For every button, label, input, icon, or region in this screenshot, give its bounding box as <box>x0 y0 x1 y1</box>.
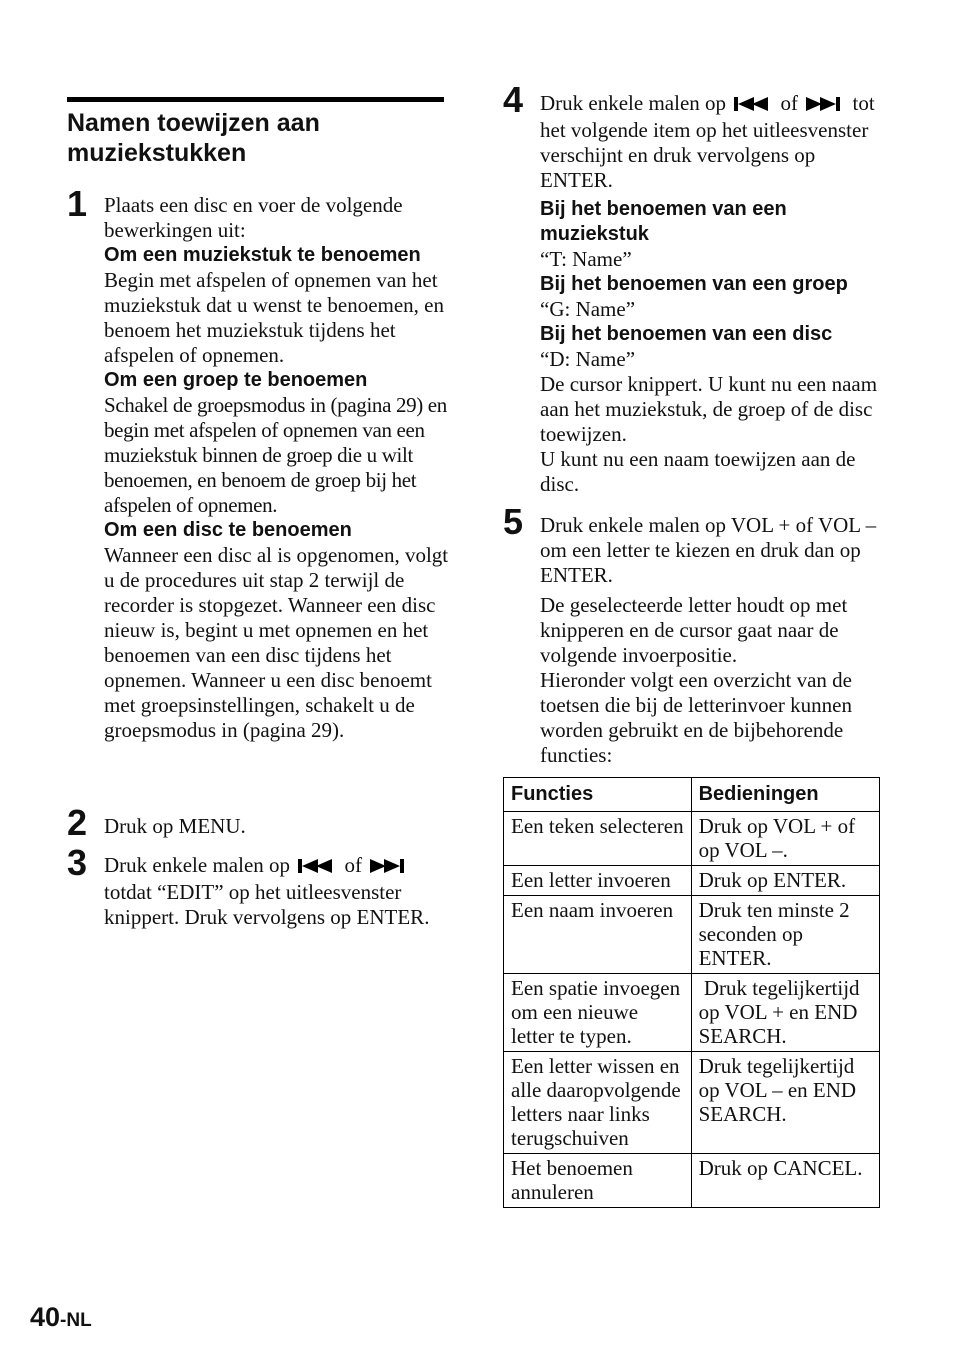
skip-back-icon <box>734 93 772 118</box>
step-5-note-2: Hieronder volgt een overzicht van de toetsen die bij de letterinvoer kunnen worden gebruikt en de bijbehorende functies: <box>540 668 852 767</box>
step-1-body <box>104 193 449 743</box>
step-4-note-2: U kunt nu een naam toewijzen aan de disc. <box>540 446 856 496</box>
table-cell-function: Een teken selecteren <box>504 812 692 866</box>
step-5-note-1: De geselecteerde letter houdt op met knipperen en de cursor gaat naar de volgende invoerpositie. <box>540 593 848 667</box>
step-1-disc-text: Wanneer een disc al is opgenomen, volgt u de procedures uit stap 2 terwijl de recorder is stopgezet. Wanneer een disc nieuw is, begint u met opnemen en het benoemen van een disc tijdens het opnemen. Wanneer u een disc benoemt met groepsinstellingen, schakelt u de groepsmodus in (pagina 29). <box>104 543 449 742</box>
step-4-note-1: De cursor knippert. U kunt nu een naam aan het muziekstuk, de groep of de disc toewijzen. <box>540 371 878 446</box>
table-row <box>504 974 880 1052</box>
step-4-group-heading: Bij het benoemen van een groep <box>540 272 848 295</box>
step-1-text: Plaats een disc en voer de volgende bewerkingen uit: <box>104 193 403 242</box>
table-header-functions: Functies <box>504 778 692 812</box>
table-cell-control: Druk op VOL + of op VOL –. <box>691 812 879 866</box>
page-number-value: 40 <box>30 1302 61 1332</box>
skip-forward-icon <box>370 855 408 880</box>
step-4-body <box>540 91 880 497</box>
step-5-body <box>540 513 880 768</box>
step-3-number: 3 <box>67 842 88 883</box>
step-5-number: 5 <box>503 501 524 542</box>
table-cell-function: Een spatie invoegen om een nieuwe letter te typen. <box>504 974 692 1052</box>
step-2-text: Druk op MENU. <box>104 814 246 838</box>
step-4-disc-heading: Bij het benoemen van een disc <box>540 322 833 345</box>
step-3-post: totdat “EDIT” op het uitleesvenster knippert. Druk vervolgens op ENTER. <box>104 879 430 929</box>
table-cell-function: Een naam invoeren <box>504 896 692 974</box>
step-1-number: 1 <box>67 183 88 224</box>
step-1-track-text: Begin met afspelen of opnemen van het muziekstuk dat u wenst te benoemen, en benoem het muziekstuk tijdens het afspelen of opnemen. <box>104 268 444 367</box>
skip-forward-icon <box>806 93 844 118</box>
page-number-suffix: -NL <box>60 1310 92 1331</box>
step-1-disc-heading: Om een disc te benoemen <box>104 519 352 541</box>
step-4-mid: of <box>780 91 799 115</box>
step-2-number: 2 <box>67 802 88 843</box>
section-title: Namen toewijzen aan muziekstukken <box>67 109 320 167</box>
table-cell-control: Druk tegelijkertijd op VOL + en END SEARCH. <box>691 974 879 1052</box>
step-4-disc-value: “D: Name” <box>540 346 636 371</box>
step-4-pre: Druk enkele malen op <box>540 91 727 115</box>
table-header-controls: Bedieningen <box>691 778 879 812</box>
table-row <box>504 896 880 974</box>
page-number <box>30 1302 92 1333</box>
step-4-group-value: “G: Name” <box>540 296 636 321</box>
step-4-post: tot het volgende item op het uitleesvenster verschijnt en druk vervolgens op ENTER. <box>540 91 875 192</box>
step-1-track-heading: Om een muziekstuk te benoemen <box>104 244 421 266</box>
table-cell-control: Druk ten minste 2 seconden op ENTER. <box>691 896 879 974</box>
step-1-group-heading: Om een groep te benoemen <box>104 369 368 391</box>
step-4-track-value: “T: Name” <box>540 246 632 271</box>
step-5-text: Druk enkele malen op VOL + of VOL – om een letter te kiezen en druk dan op ENTER. <box>540 513 877 587</box>
functions-table <box>503 777 880 1208</box>
table-row <box>504 866 880 896</box>
table-row <box>504 1154 880 1208</box>
table-cell-function: Het benoemen annuleren <box>504 1154 692 1208</box>
skip-back-icon <box>298 855 336 880</box>
table-cell-function: Een letter wissen en alle daaropvolgende letters naar links terugschuiven <box>504 1052 692 1154</box>
section-rule <box>67 97 444 102</box>
table-cell-control: Druk op CANCEL. <box>691 1154 879 1208</box>
step-3-pre: Druk enkele malen op <box>104 853 291 877</box>
table-cell-control: Druk op ENTER. <box>691 866 879 896</box>
step-3-body <box>104 853 434 930</box>
table-cell-function: Een letter invoeren <box>504 866 692 896</box>
table-cell-control: Druk tegelijkertijd op VOL – en END SEARCH. <box>691 1052 879 1154</box>
step-4-number: 4 <box>503 79 524 120</box>
step-3-mid: of <box>344 853 363 877</box>
step-4-track-heading: Bij het benoemen van een muziekstuk <box>540 197 787 245</box>
table-row <box>504 812 880 866</box>
step-1-group-text: Schakel de groepsmodus in (pagina 29) en begin met afspelen of opnemen van een muziekstuk binnen de groep die u wilt benoemen, en benoem de groep bij het afspelen of opnemen. <box>104 393 447 517</box>
step-4-intro <box>540 91 880 193</box>
table-header-row <box>504 778 880 812</box>
table-row <box>504 1052 880 1154</box>
